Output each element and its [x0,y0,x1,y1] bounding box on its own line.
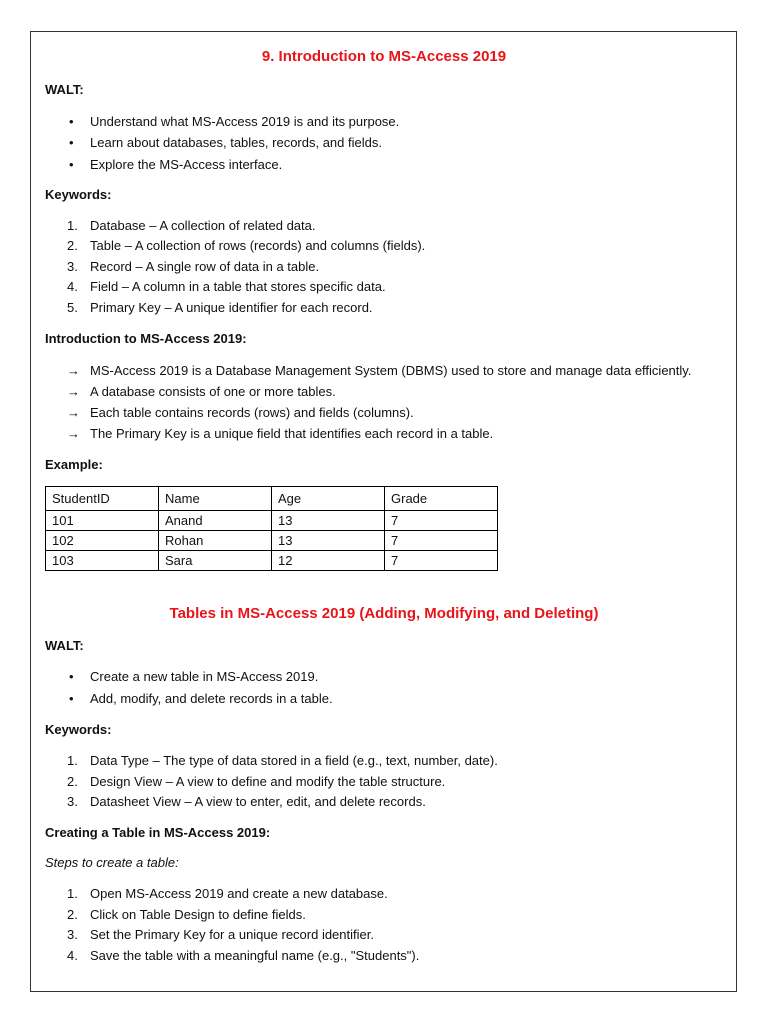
arrow-icon: → [67,405,80,420]
number-marker: 3. [67,794,78,809]
number-marker: 4. [67,279,78,294]
table-cell: 7 [385,551,498,571]
step-item: Click on Table Design to define fields. [90,907,306,922]
bullet-marker: • [69,669,74,684]
walt-item: Add, modify, and delete records in a table. [90,691,333,706]
bullet-marker: • [69,114,74,129]
table-row [46,511,498,531]
step-item: Set the Primary Key for a unique record identifier. [90,927,374,942]
section2-title: Tables in MS-Access 2019 (Adding, Modifying, and Deleting) [169,605,599,622]
number-marker: 5. [67,300,78,315]
keyword-item: Database – A collection of related data. [90,218,316,233]
number-marker: 3. [67,927,78,942]
table-header-row [46,487,498,511]
table-cell: 103 [46,551,159,571]
table-row [46,531,498,551]
arrow-icon: → [67,363,80,378]
creating-heading: Creating a Table in MS-Access 2019: [45,825,271,840]
number-marker: 1. [67,753,78,768]
number-marker: 3. [67,259,78,274]
table-header-cell: Age [272,487,385,511]
bullet-marker: • [69,691,74,706]
arrow-icon: → [67,426,80,441]
keywords-heading: Keywords: [45,722,112,737]
table-cell: Sara [159,551,272,571]
walt-item: Understand what MS-Access 2019 is and its purpose. [90,114,400,129]
keyword-item: Field – A column in a table that stores specific data. [90,279,386,294]
number-marker: 1. [67,886,78,901]
intro-heading: Introduction to MS-Access 2019: [45,331,247,346]
steps-heading: Steps to create a table: [45,855,179,870]
number-marker: 2. [67,774,78,789]
table-cell: 13 [272,511,385,531]
number-marker: 1. [67,218,78,233]
keyword-item: Datasheet View – A view to enter, edit, and delete records. [90,794,426,809]
table-cell: 101 [46,511,159,531]
number-marker: 2. [67,238,78,253]
table-cell: 7 [385,531,498,551]
table-cell: 102 [46,531,159,551]
walt-heading: WALT: [45,82,84,97]
intro-item: A database consists of one or more tables. [90,384,336,399]
keyword-item: Primary Key – A unique identifier for each record. [90,300,373,315]
intro-item: Each table contains records (rows) and fields (columns). [90,405,414,420]
number-marker: 2. [67,907,78,922]
table-cell: 7 [385,511,498,531]
keyword-item: Record – A single row of data in a table. [90,259,320,274]
table-header-cell: StudentID [46,487,159,511]
keyword-item: Table – A collection of rows (records) and columns (fields). [90,238,426,253]
table-row [46,551,498,571]
step-item: Open MS-Access 2019 and create a new database. [90,886,388,901]
section1-title: 9. Introduction to MS-Access 2019 [261,48,507,65]
keywords-heading: Keywords: [45,187,112,202]
keyword-item: Design View – A view to define and modify the table structure. [90,774,446,789]
number-marker: 4. [67,948,78,963]
arrow-icon: → [67,384,80,399]
intro-item: The Primary Key is a unique field that identifies each record in a table. [90,426,494,441]
table-cell: Anand [159,511,272,531]
bullet-marker: • [69,157,74,172]
table-cell: Rohan [159,531,272,551]
walt-heading: WALT: [45,638,84,653]
example-heading: Example: [45,457,103,472]
step-item: Save the table with a meaningful name (e.g., "Students"). [90,948,420,963]
table-cell: 13 [272,531,385,551]
intro-item: MS-Access 2019 is a Database Management System (DBMS) used to store and manage data efficiently. [90,363,692,378]
walt-item: Explore the MS-Access interface. [90,157,283,172]
table-header-cell: Grade [385,487,498,511]
example-table [45,486,498,571]
walt-item: Learn about databases, tables, records, and fields. [90,135,382,150]
keyword-item: Data Type – The type of data stored in a field (e.g., text, number, date). [90,753,498,768]
table-cell: 12 [272,551,385,571]
walt-item: Create a new table in MS-Access 2019. [90,669,319,684]
bullet-marker: • [69,135,74,150]
table-header-cell: Name [159,487,272,511]
